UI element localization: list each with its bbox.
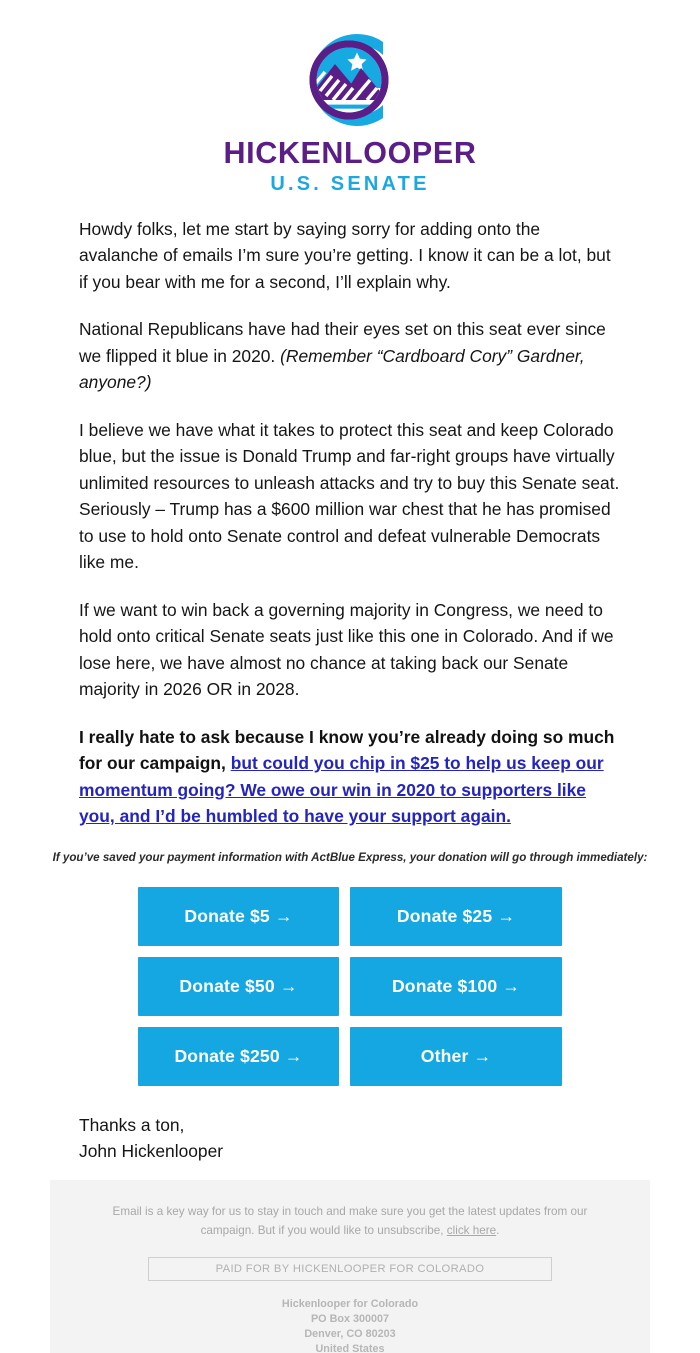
unsubscribe-link[interactable]: click here — [446, 1224, 497, 1237]
paragraph-republicans — [79, 316, 624, 396]
signature-block — [0, 1086, 700, 1165]
signature-name: John Hickenlooper — [79, 1141, 224, 1161]
donate-100-button[interactable]: Donate $100 → — [350, 957, 562, 1016]
hickenlooper-c-mountain-logo-icon — [287, 26, 413, 134]
address-line-2: PO Box 300007 — [310, 1313, 390, 1325]
paragraph-intro: Howdy folks, let me start by saying sorry for adding onto the avalanche of emails I’m sure you’re getting. I know it can be a lot, but if you bear with me for a second, I’ll explain why. — [79, 218, 611, 292]
footer-unsubscribe-note — [108, 1202, 592, 1240]
chip-in-link[interactable]: but could you chip in $25 to help us keep our momentum going? We owe our win in 2020 to supporters like you, and I’d be humbled to have your support again. — [79, 753, 604, 826]
donate-50-button[interactable]: Donate $50 → — [138, 957, 339, 1016]
address-line-1: Hickenlooper for Colorado — [281, 1298, 419, 1310]
address-line-3: Denver, CO 80203 — [304, 1328, 396, 1340]
email-footer — [50, 1180, 650, 1353]
paid-for-by-disclaimer: PAID FOR BY HICKENLOOPER FOR COLORADO — [148, 1257, 552, 1281]
email-body — [0, 194, 700, 830]
paragraph-republicans-text: National Republicans have had their eyes set on this seat ever since we flipped it blue in 2020. — [79, 319, 606, 366]
footer-note-lead: Email is a key way for us to stay in touch and make sure you get the latest updates from our campaign. But if you would like to unsubscribe, — [112, 1205, 588, 1237]
paragraph-majority: If we want to win back a governing majority in Congress, we need to hold onto critical Senate seats just like this one in Colorado. And if we lose here, we have almost no chance at taking back our Senate majority in 2026 OR in 2028. — [79, 599, 614, 699]
actblue-express-note: If you’ve saved your payment information with ActBlue Express, your donation will go through immediately: — [52, 850, 648, 864]
ask-lead-text: I really hate to ask because I know you’re already doing so much for our campaign, — [79, 726, 615, 773]
donate-250-button[interactable]: Donate $250 → — [138, 1027, 339, 1086]
mailing-address — [108, 1297, 592, 1353]
logo-subtitle: U.S. SENATE — [270, 172, 430, 195]
donation-button-grid — [138, 887, 562, 1086]
logo-wordmark: HICKENLOOPER — [223, 136, 477, 170]
footer-note-tail: . — [496, 1224, 500, 1237]
campaign-logo — [0, 0, 700, 194]
paragraph-republicans-aside: (Remember “Cardboard Cory” Gardner, anyone?) — [79, 345, 585, 392]
donate-25-button[interactable]: Donate $25 → — [350, 887, 562, 946]
donate-other-button[interactable]: Other → — [350, 1027, 562, 1086]
paragraph-ask — [79, 724, 624, 830]
signature-closing: Thanks a ton, — [79, 1114, 185, 1135]
paragraph-resources: I believe we have what it takes to protect this seat and keep Colorado blue, but the issue is Donald Trump and far-right groups have virtually unlimited resources to unleash attacks and try to buy this Senate seat. Seriously – Trump has a $600 million war chest that he has promised to use to hold onto Senate control and defeat vulnerable Democrats like me. — [79, 419, 620, 572]
address-line-4: United States — [315, 1343, 385, 1353]
donate-5-button[interactable]: Donate $5 → — [138, 887, 339, 946]
